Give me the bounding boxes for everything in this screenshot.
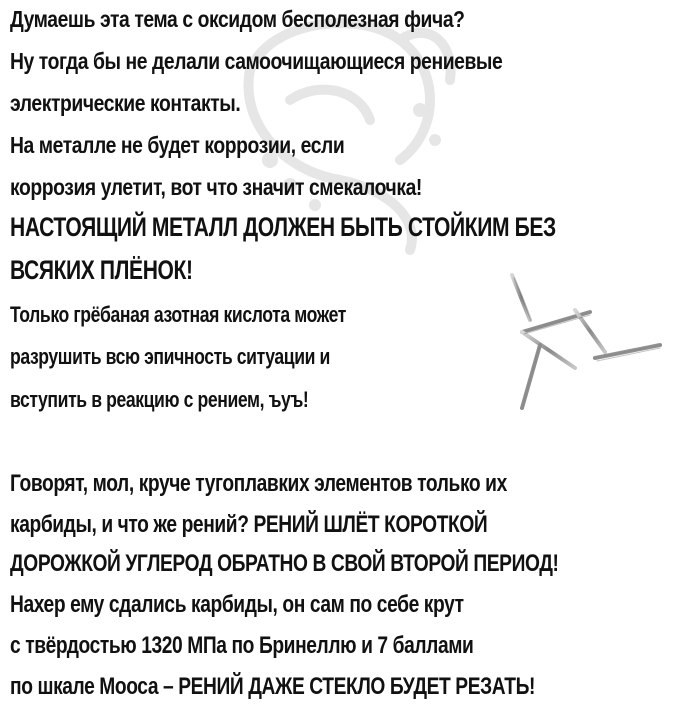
text-line-12: карбиды, и что же рений? РЕНИЙ ШЛЁТ КОРОТКОЙ [10, 511, 488, 538]
text-line-7: ВСЯКИХ ПЛЁНОК! [10, 255, 193, 285]
text-line-6: НАСТОЯЩИЙ МЕТАЛЛ ДОЛЖЕН БЫТЬ СТОЙКИМ БЕЗ [10, 212, 556, 242]
text-line-9: разрушить всю эпичность ситуации и [10, 344, 330, 369]
text-line-8: Только грёбаная азотная кислота может [10, 302, 347, 327]
text-line-16: по шкале Мооса – РЕНИЙ ДАЖЕ СТЕКЛО БУДЕТ РЕЗАТЬ! [10, 673, 535, 700]
rhenium-rods-photo [500, 270, 690, 415]
text-line-10: вступить в реакцию с рением, ъуъ! [10, 387, 309, 412]
text-line-13: ДОРОЖКОЙ УГЛЕРОД ОБРАТНО В СВОЙ ВТОРОЙ ПЕРИОД! [10, 550, 559, 577]
text-line-3: электрические контакты. [10, 90, 241, 116]
text-line-2: Ну тогда бы не делали самоочищающиеся рениевые [10, 48, 503, 74]
text-line-1: Думаешь эта тема с оксидом бесполезная фича? [10, 6, 465, 32]
text-line-4: На металле не будет коррозии, если [10, 132, 345, 158]
text-line-5: коррозия улетит, вот что значит смекалочка! [10, 174, 422, 200]
text-line-11: Говорят, мол, круче тугоплавких элементов только их [10, 470, 507, 497]
text-line-15: с твёрдостью 1320 МПа по Бринеллю и 7 баллами [10, 632, 474, 659]
text-line-14: Нахер ему сдались карбиды, он сам по себе крут [10, 591, 464, 618]
